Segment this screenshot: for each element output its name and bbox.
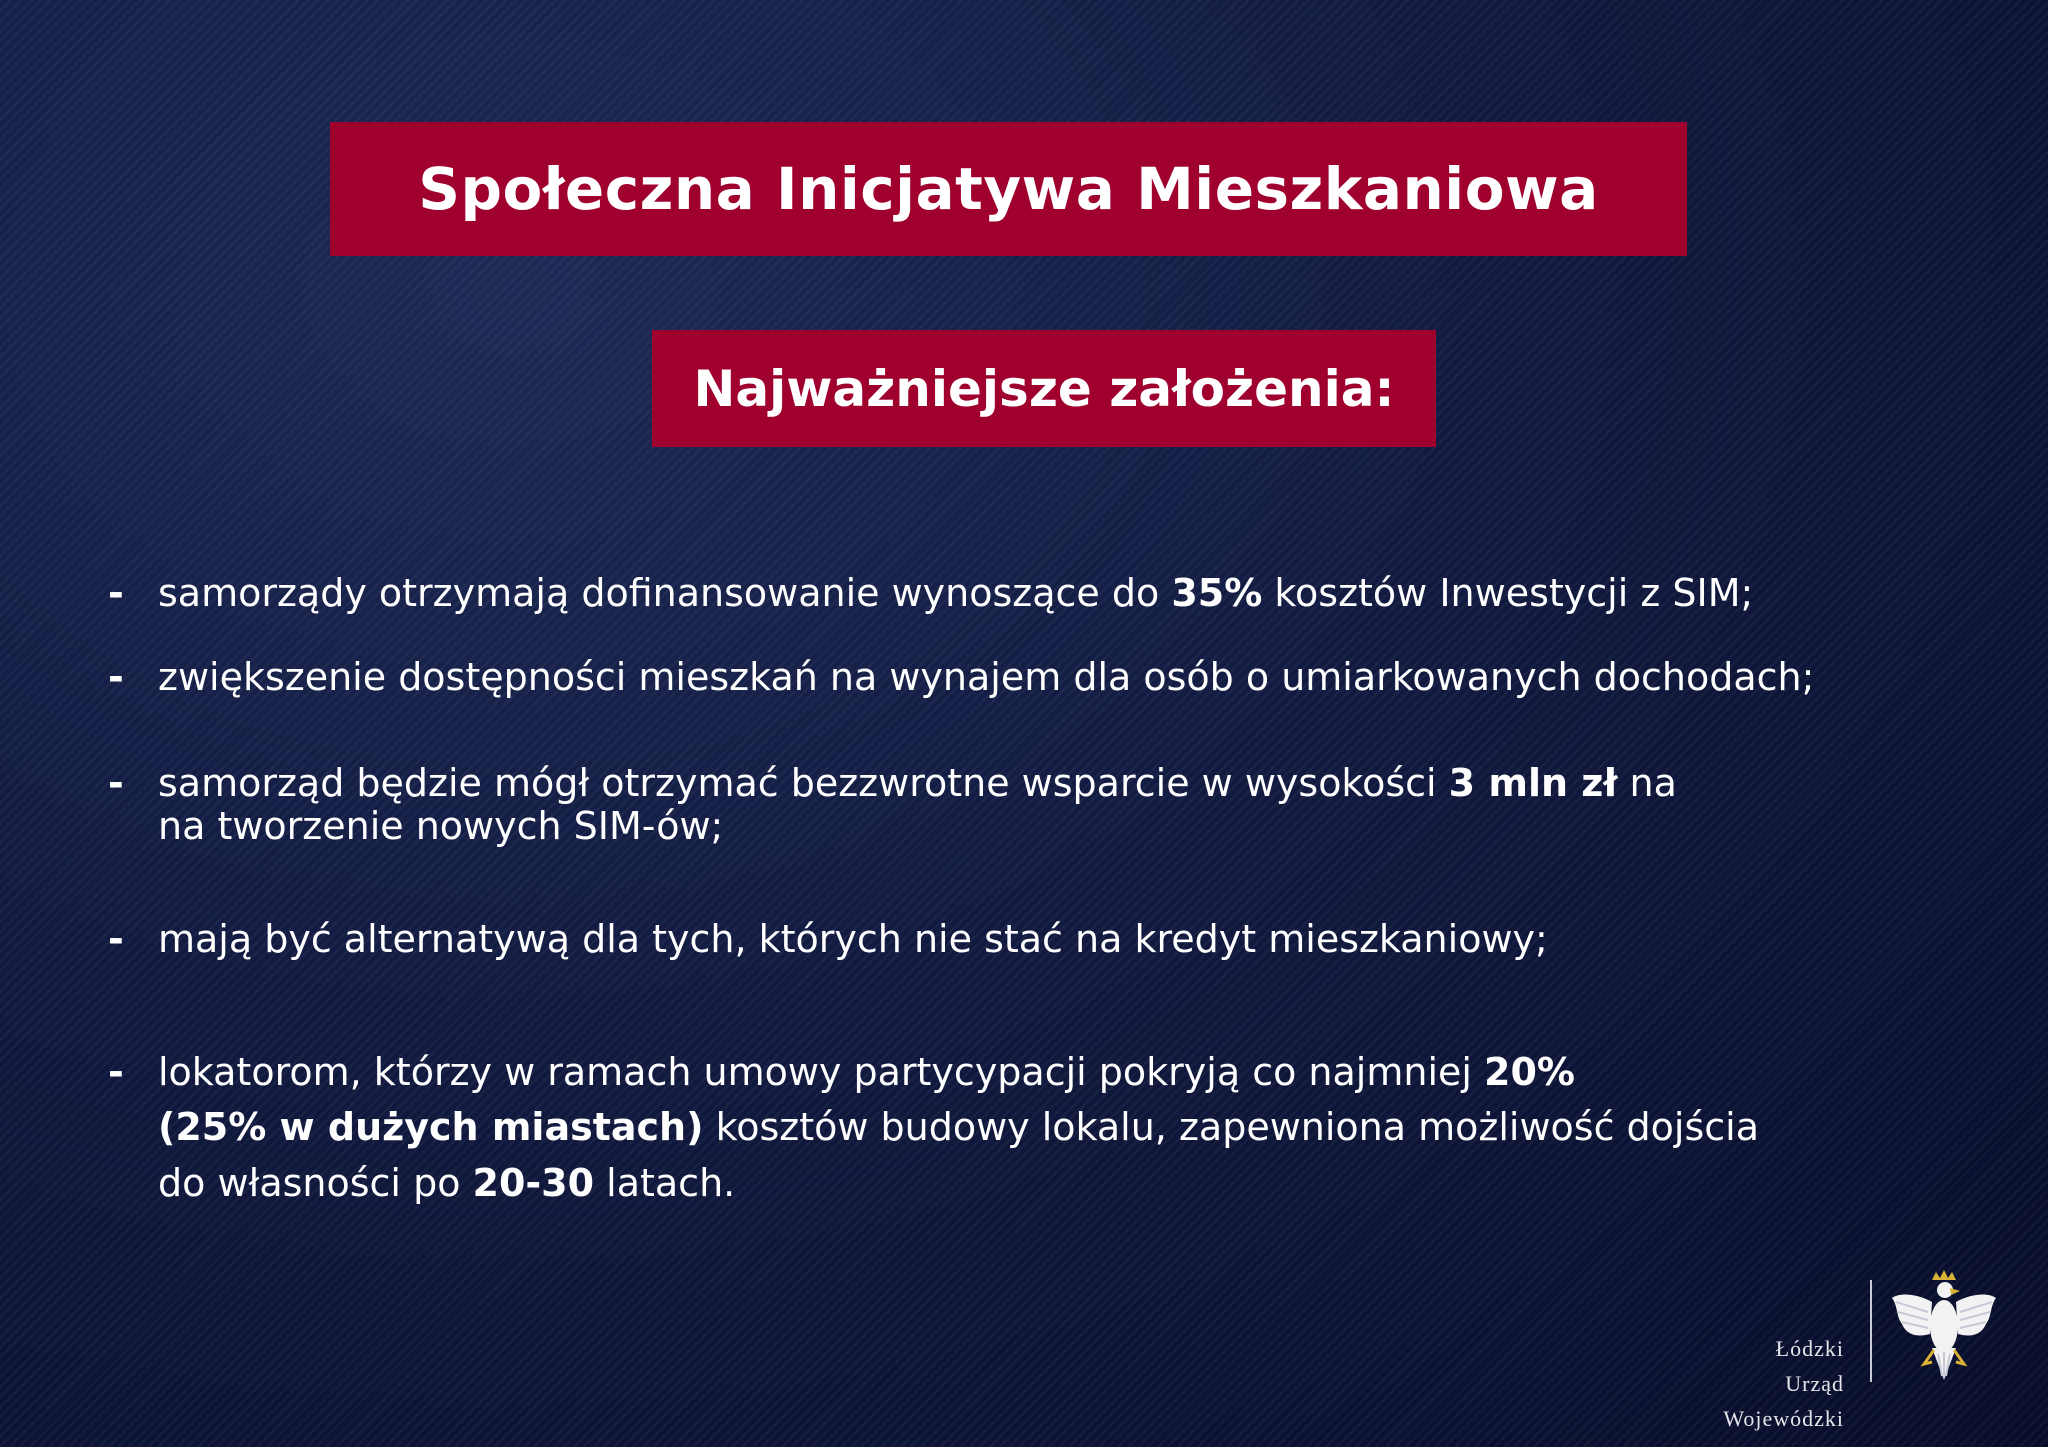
bullet-text-part: samorząd będzie mógł otrzymać bezzwrotne wsparcie w wysokości bbox=[158, 761, 1449, 805]
bullet-dash: - bbox=[108, 761, 124, 805]
bullet-text-part: kosztów budowy lokalu, zapewniona możliwość dojścia bbox=[703, 1105, 1760, 1149]
office-name bbox=[1723, 1331, 1844, 1436]
bullet-text bbox=[158, 1156, 735, 1210]
page-subtitle: Najważniejsze założenia: bbox=[693, 359, 1395, 418]
bullet-highlight: 35% bbox=[1171, 571, 1263, 615]
white-eagle-emblem-icon bbox=[1888, 1268, 2000, 1388]
bullet-text-part: na bbox=[1617, 761, 1677, 805]
office-name-line: Łódzki bbox=[1775, 1336, 1844, 1361]
bullet-highlight: (25% w dużych miastach) bbox=[158, 1105, 704, 1149]
bullet-dash: - bbox=[108, 571, 124, 615]
bullet-text bbox=[158, 1045, 1575, 1099]
bullet-highlight: 3 mln zł bbox=[1448, 761, 1618, 805]
bullet-text bbox=[158, 1100, 1759, 1154]
bullet-text-part: kosztów Inwestycji z SIM; bbox=[1262, 571, 1754, 615]
bullet-highlight: 20% bbox=[1484, 1050, 1575, 1094]
page-title: Społeczna Inicjatywa Mieszkaniowa bbox=[418, 155, 1599, 223]
bullet-dash: - bbox=[108, 917, 124, 961]
bullet-dash: - bbox=[108, 1050, 124, 1094]
bullet-text bbox=[158, 566, 1753, 620]
bullet-text: na tworzenie nowych SIM-ów; bbox=[158, 804, 724, 848]
bullet-text-part: latach. bbox=[594, 1161, 736, 1205]
bullet-text-part: do własności po bbox=[158, 1161, 473, 1205]
bullet-text: mają być alternatywą dla tych, których nie stać na kredyt mieszkaniowy; bbox=[158, 917, 1548, 961]
bullet-highlight: 20-30 bbox=[472, 1161, 595, 1205]
logo-divider bbox=[1870, 1280, 1872, 1382]
bullet-text-part: lokatorom, którzy w ramach umowy partycypacji pokryją co najmniej bbox=[158, 1050, 1485, 1094]
office-name-line: Urząd bbox=[1785, 1371, 1844, 1396]
office-name-line: Wojewódzki bbox=[1723, 1406, 1844, 1431]
bullet-dash: - bbox=[108, 655, 124, 699]
bullet-text: zwiększenie dostępności mieszkań na wynajem dla osób o umiarkowanych dochodach; bbox=[158, 655, 1815, 699]
bullet-text-part: samorządy otrzymają dofinansowanie wynoszące do bbox=[158, 571, 1172, 615]
